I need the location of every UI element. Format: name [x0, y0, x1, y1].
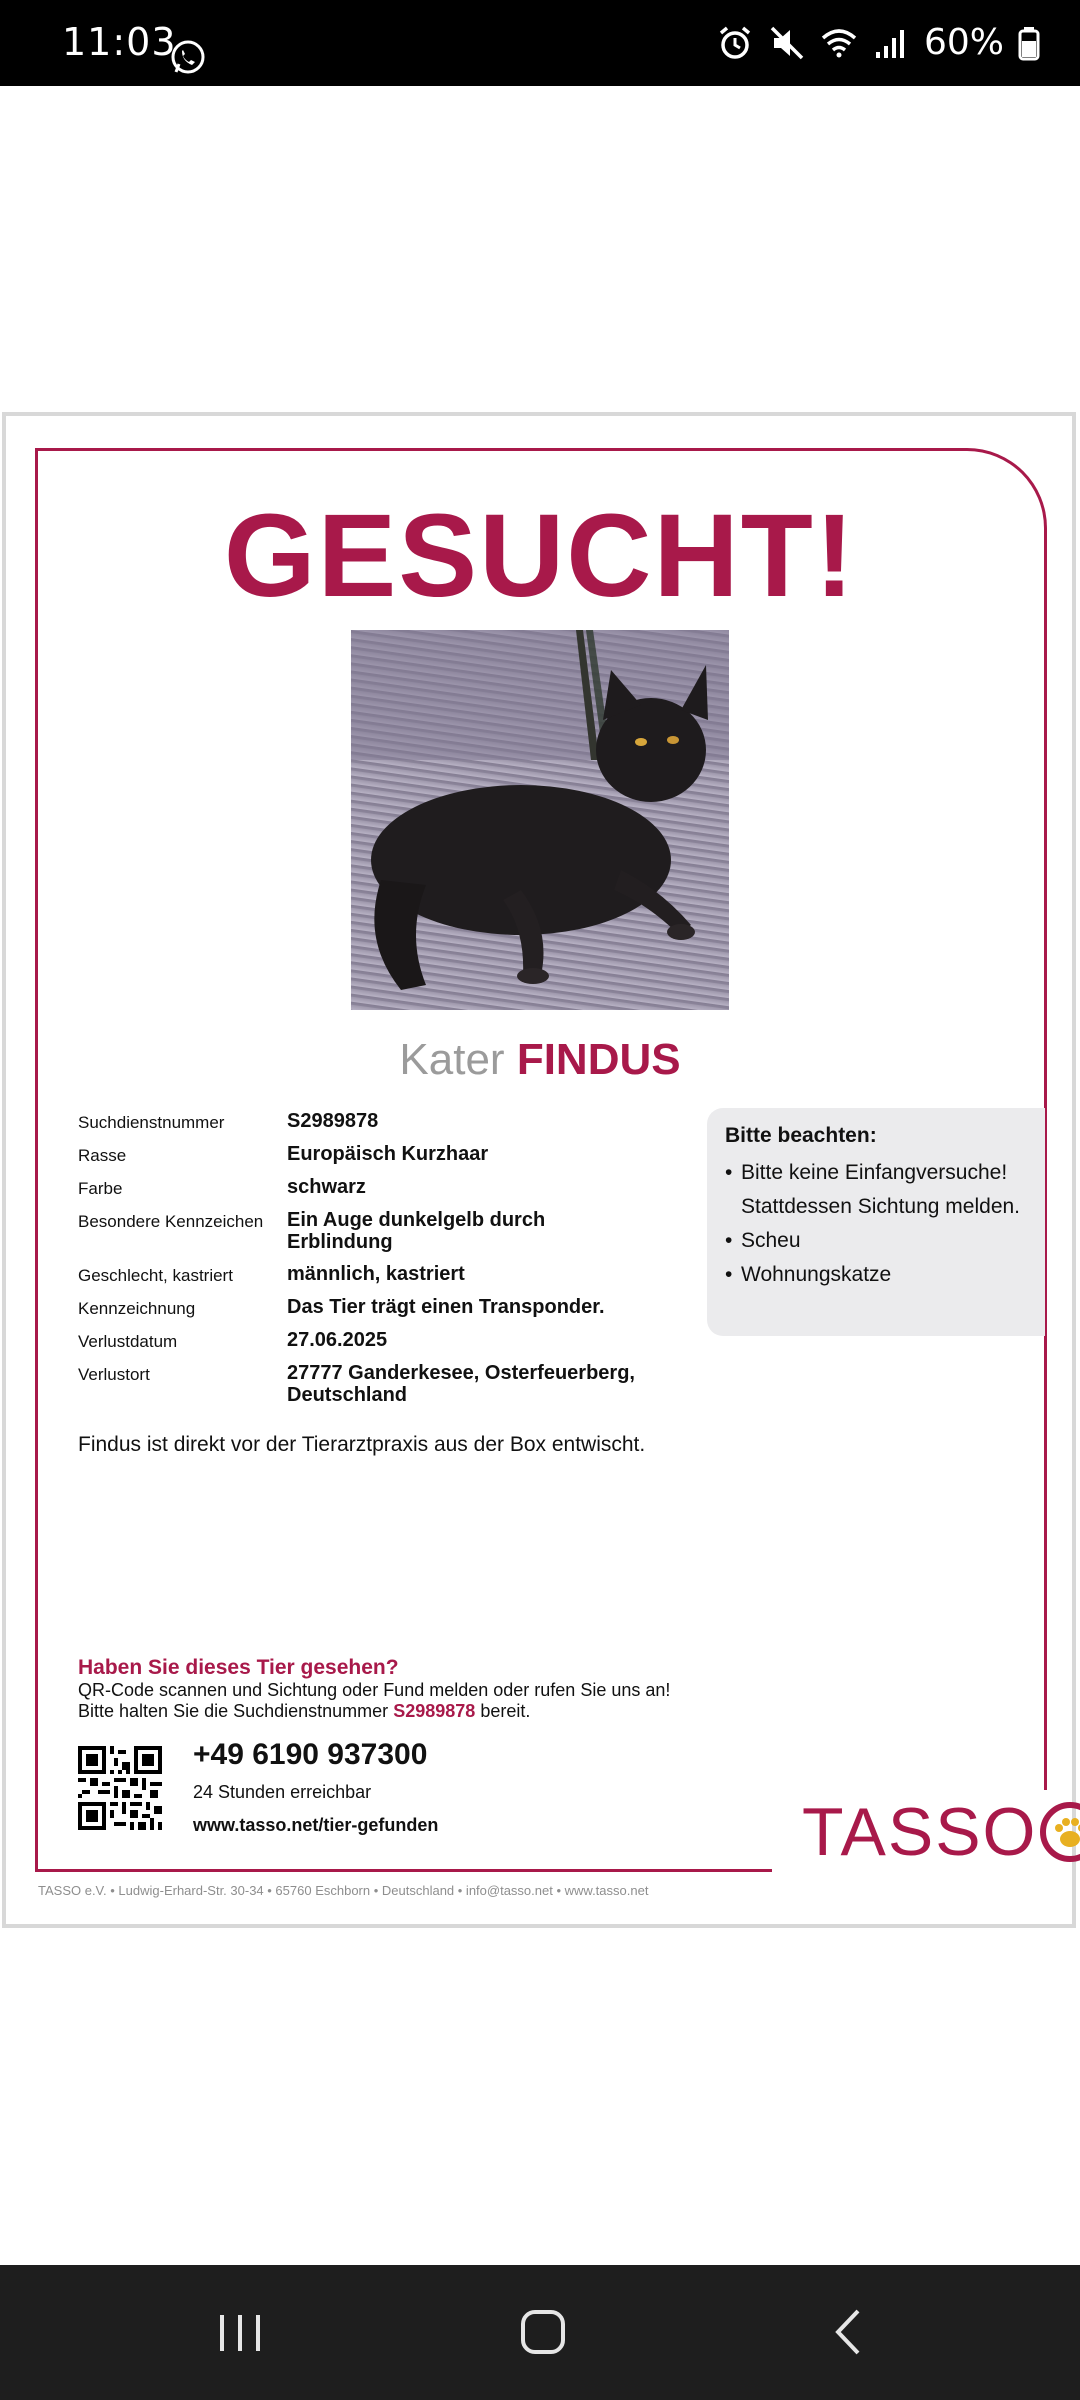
fact-label: Suchdienstnummer [78, 1113, 225, 1132]
whatsapp-icon [168, 38, 208, 78]
fact-label: Besondere Kennzeichen [78, 1212, 264, 1231]
fact-row [78, 1110, 678, 1133]
battery-icon [1018, 24, 1040, 62]
navigation-bar [0, 2265, 1080, 2400]
note-list [725, 1156, 1027, 1292]
mute-icon [768, 24, 806, 62]
poster-subtitle [0, 1035, 1080, 1085]
recents-icon [222, 2315, 258, 2351]
cta-line-2 [78, 1701, 778, 1722]
cat-photo [351, 630, 729, 1010]
fact-row [78, 1143, 678, 1166]
fact-row [78, 1362, 678, 1406]
wifi-icon [820, 24, 858, 62]
note-item: • Scheu [725, 1224, 1027, 1258]
status-bar [0, 0, 1080, 86]
description-text: Findus ist direkt vor der Tierarztpraxis aus der Box entwischt. [78, 1433, 646, 1456]
note-box [707, 1108, 1045, 1336]
fact-label: Rasse [78, 1146, 127, 1165]
home-button[interactable] [503, 2295, 583, 2370]
fact-value: Europäisch Kurzhaar [287, 1143, 489, 1165]
poster-headline: GESUCHT! [223, 490, 857, 622]
fact-row [78, 1209, 678, 1253]
fact-row [78, 1329, 678, 1352]
logo-text: TASSO [802, 1794, 1038, 1870]
note-item: • Wohnungskatze [725, 1258, 1027, 1292]
cta-title: Haben Sie dieses Tier gesehen? [78, 1656, 399, 1679]
fact-label: Farbe [78, 1179, 123, 1198]
fact-value: 27777 Ganderkesee, Osterfeuerberg, Deutschland [287, 1362, 635, 1406]
poster-frame-bottom [35, 1869, 772, 1872]
back-icon [838, 2311, 858, 2353]
alarm-icon [716, 24, 754, 62]
cta-line-2-pre: Bitte halten Sie die Suchdienstnummer [78, 1701, 389, 1721]
website-link[interactable]: www.tasso.net/tier-gefunden [193, 1815, 439, 1835]
fact-value: S2989878 [287, 1110, 379, 1132]
fact-row [78, 1296, 678, 1319]
battery-percent: 60% [923, 22, 1004, 63]
fact-label: Verlustdatum [78, 1332, 178, 1351]
cta-search-id: S2989878 [393, 1701, 476, 1721]
signal-icon [872, 24, 910, 62]
fact-value: männlich, kastriert [287, 1263, 465, 1285]
cta-line-2-post: bereit. [480, 1701, 531, 1721]
subtitle-name: FINDUS [516, 1035, 681, 1084]
fact-value: Das Tier trägt einen Transponder. [287, 1296, 605, 1318]
home-icon [523, 2312, 563, 2352]
subtitle-prefix: Kater [399, 1035, 505, 1084]
back-button[interactable] [808, 2295, 888, 2370]
phone-number[interactable]: +49 6190 937300 [193, 1738, 428, 1771]
contact-section [78, 1656, 778, 1722]
cat-image [351, 630, 729, 1010]
fact-value: schwarz [287, 1176, 366, 1198]
paw-icon [1039, 1801, 1080, 1863]
fact-value: Ein Auge dunkelgelb durch Erblindung [287, 1209, 546, 1253]
note-title: Bitte beachten: [725, 1124, 877, 1147]
fact-value: 27.06.2025 [287, 1329, 388, 1351]
poster-footer: TASSO e.V. • Ludwig-Erhard-Str. 30-34 • 65760 Eschborn • Deutschland • info@tasso.net • www.tasso.net [38, 1883, 649, 1898]
fact-label: Geschlecht, kastriert [78, 1266, 233, 1285]
status-time: 11:03 [62, 20, 177, 64]
fact-label: Verlustort [78, 1365, 150, 1384]
hours-text: 24 Stunden erreichbar [193, 1782, 372, 1802]
qr-code-icon[interactable] [78, 1746, 162, 1830]
recents-button[interactable] [200, 2295, 280, 2370]
fact-label: Kennzeichnung [78, 1299, 196, 1318]
cta-line-1: QR-Code scannen und Sichtung oder Fund melden oder rufen Sie uns an! [78, 1680, 671, 1700]
fact-row [78, 1176, 678, 1199]
facts-table [78, 1110, 678, 1416]
fact-row [78, 1263, 678, 1286]
note-item: • Bitte keine Einfangversuche! Stattdessen Sichtung melden. [725, 1156, 1027, 1224]
tasso-logo [802, 1794, 1080, 1870]
